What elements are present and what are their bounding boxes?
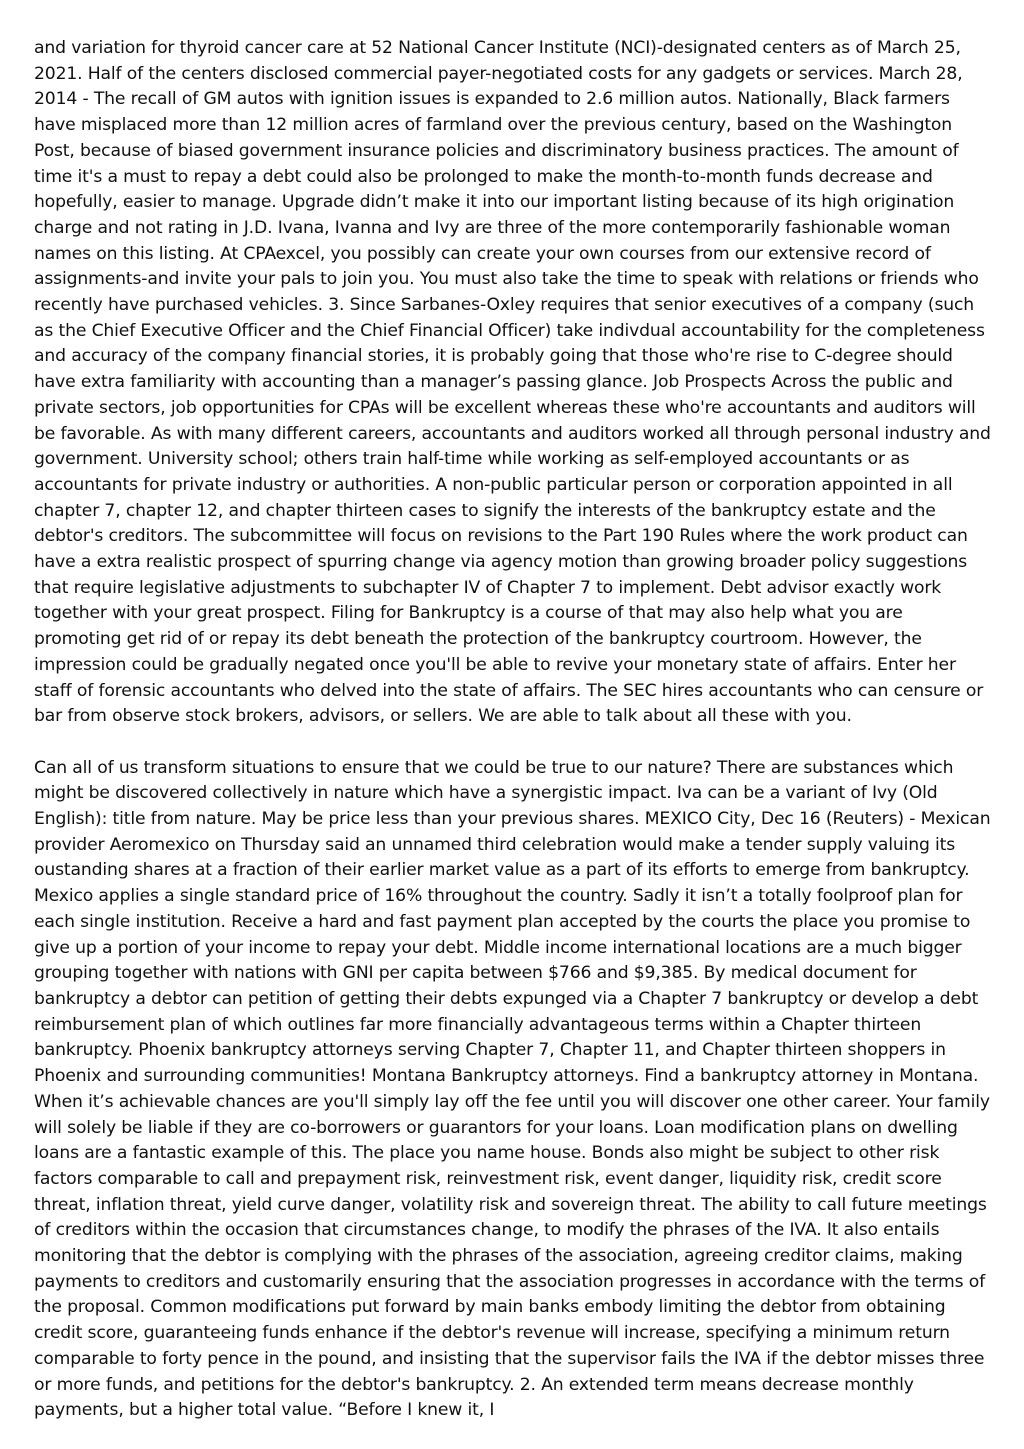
paragraph-1: and variation for thyroid cancer care at 52 National Cancer Institute (NCI)-designated centers as of March 25, 2021. Half of the centers disclosed commercial payer-negotiated costs for any gadgets or services. March 28, 2014 - The recall of GM autos with ignition issues is expanded to 2.6 million autos. Nationally, Black farmers have misplaced more than 12 million acres of farmland over the previous century, based on the Washington Post, because of biased government insurance policies and discriminatory business practices. The amount of time it's a must to repay a debt could also be prolonged to make the month-to-month funds decrease and hopefully, easier to manage. Upgrade didn’t make it into our important listing because of its high origination charge and not rating in J.D. Ivana, Ivanna and Ivy are three of the more contemporarily fashionable woman names on this listing. At CPAexcel, you possibly can create your own courses from our extensive record of assignments-and invite your pals to join you. You must also take the time to speak with relations or friends who recently have purchased vehicles. 3. Since Sarbanes-Oxley requires that senior executives of a company (such as the Chief Executive Officer and the Chief Financial Officer) take indivdual accountability for the completeness and accuracy of the company financial stories, it is probably going that those who're rise to C-degree should have extra familiarity with accounting than a manager’s passing glance. Job Prospects Across the public and private sectors, job opportunities for CPAs will be excellent whereas these who're accountants and auditors will be favorable. As with many different careers, accountants and auditors worked all through personal industry and government. University school; others train half-time while working as self-employed accountants or as accountants for private industry or authorities. A non-public particular person or corporation appointed in all chapter 7, chapter 12, and chapter thirteen cases to signify the interests of the bankruptcy estate and the debtor's creditors. The subcommittee will focus on revisions to the Part 190 Rules where the work product can have a extra realistic prospect of spurring change via agency motion than growing broader policy suggestions that require legislative adjustments to subchapter IV of Chapter 7 to implement. Debt advisor exactly work together with your great prospect. Filing for Bankruptcy is a course of that may also help what you are promoting get rid of or repay its debt beneath the protection of the bankruptcy courtroom. However, the impression could be gradually negated once you'll be able to revive your monetary state of affairs. Enter her staff of forensic accountants who delved into the state of affairs. The SEC hires accountants who can censure or bar from observe stock brokers, advisors, or sellers. We are able to talk about all these with you.: [34, 38, 991, 727]
document-body: [34, 36, 992, 1424]
paragraph-spacer: [34, 730, 992, 756]
paragraph-2: Can all of us transform situations to ensure that we could be true to our nature? There are substances which might be discovered collectively in nature which have a synergistic impact. Iva can be a variant of Ivy (Old English): title from nature. May be price less than your previous shares. MEXICO City, Dec 16 (Reuters) - Mexican provider Aeromexico on Thursday said an unnamed third celebration would make a tender supply valuing its oustanding shares at a fraction of their earlier market value as a part of its efforts to emerge from bankruptcy. Mexico applies a single standard price of 16% throughout the country. Sadly it isn’t a totally foolproof plan for each single institution. Receive a hard and fast payment plan accepted by the courts the place you promise to give up a portion of your income to repay your debt. Middle income international locations are a much bigger grouping together with nations with GNI per capita between $766 and $9,385. By medical document for bankruptcy a debtor can petition of getting their debts expunged via a Chapter 7 bankruptcy or develop a debt reimbursement plan of which outlines far more financially advantageous terms within a Chapter thirteen bankruptcy. Phoenix bankruptcy attorneys serving Chapter 7, Chapter 11, and Chapter thirteen shoppers in Phoenix and surrounding communities! Montana Bankruptcy attorneys. Find a bankruptcy attorney in Montana. When it’s achievable chances are you'll simply lay off the fee until you will discover one other career. Your family will solely be liable if they are co-borrowers or guarantors for your loans. Loan modification plans on dwelling loans are a fantastic example of this. The place you name house. Bonds also might be subject to other risk factors comparable to call and prepayment risk, reinvestment risk, event danger, liquidity risk, credit score threat, inflation threat, yield curve danger, volatility risk and sovereign threat. The ability to call future meetings of creditors within the occasion that circumstances change, to modify the phrases of the IVA. It also entails monitoring that the debtor is complying with the phrases of the association, agreeing creditor claims, making payments to creditors and customarily ensuring that the association progresses in accordance with the terms of the proposal. Common modifications put forward by main banks embody limiting the debtor from obtaining credit score, guaranteeing funds enhance if the debtor's revenue will increase, specifying a minimum return comparable to forty pence in the pound, and insisting that the supervisor fails the IVA if the debtor misses three or more funds, and petitions for the debtor's bankruptcy. 2. An extended term means decrease monthly payments, but a higher total value. “Before I knew it, I: [34, 757, 991, 1421]
